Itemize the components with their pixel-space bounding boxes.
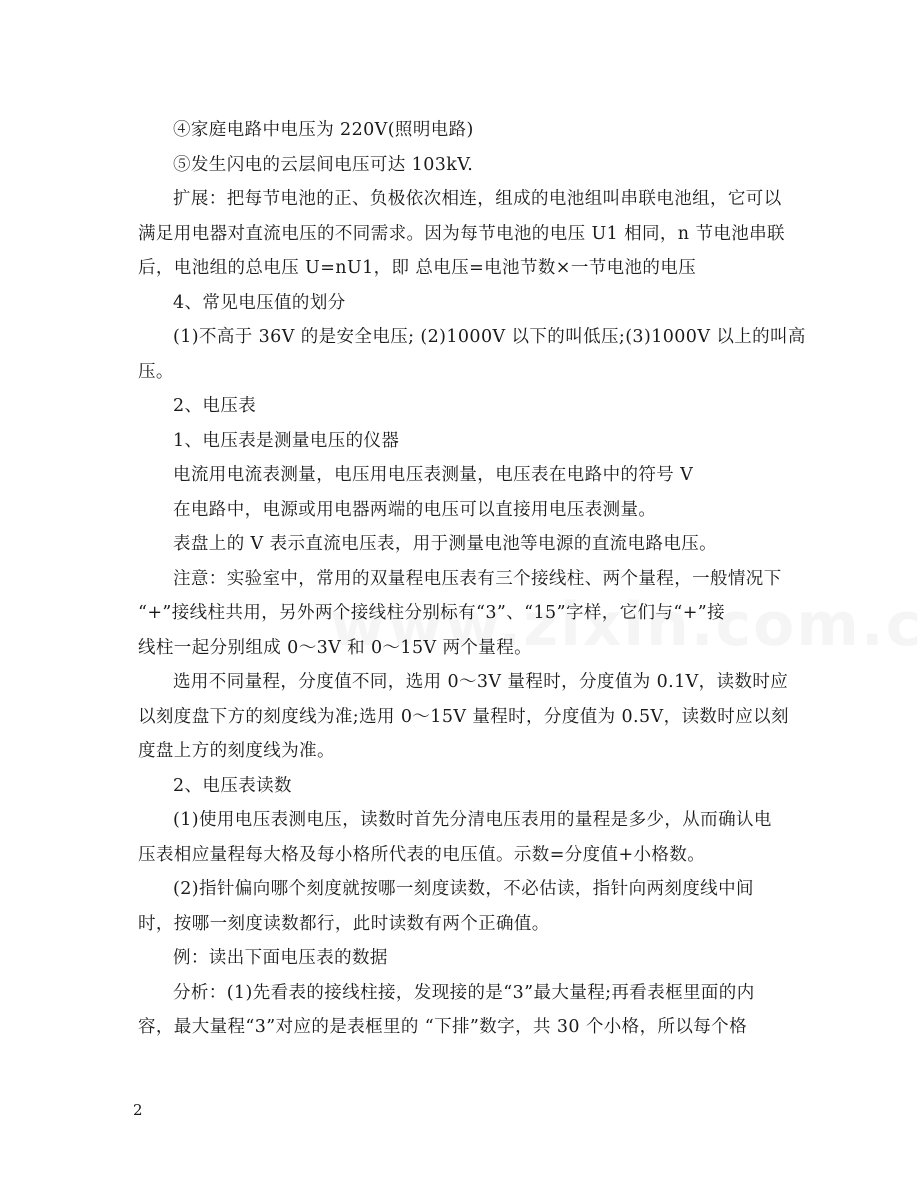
text-line: 注意：实验室中，常用的双量程电压表有三个接线柱、两个量程，一般情况下 — [173, 568, 782, 589]
section-heading: 2、电压表读数 — [173, 775, 292, 796]
document-body — [138, 113, 806, 1045]
text-line: 压表相应量程每大格及每小格所代表的电压值。示数=分度值+小格数。 — [138, 844, 706, 865]
page-number: 2 — [133, 1101, 143, 1119]
text-line: 电流用电流表测量，电压用电压表测量，电压表在电路中的符号 V — [173, 465, 694, 485]
text-line: (2)指针偏向哪个刻度就按哪一刻度读数，不必估读，指针向两刻度线中间 — [173, 879, 754, 899]
text-line: 压。 — [138, 361, 174, 382]
text-line: 以刻度盘下方的刻度线为准;选用 0～15V 量程时，分度值为 0.5V，读数时应以刻 — [138, 706, 789, 727]
text-line: 表盘上的 V 表示直流电压表，用于测量电池等电源的直流电路电压。 — [173, 534, 718, 554]
text-line: ④家庭电路中电压为 220V(照明电路) — [173, 120, 474, 140]
text-line: 扩展：把每节电池的正、负极依次相连，组成的电池组叫串联电池组，它可以 — [173, 189, 782, 209]
text-line: (1)不高于 36V 的是安全电压; (2)1000V 以下的叫低压;(3)1000V 以上的叫高 — [173, 327, 806, 347]
text-line: 分析：(1)先看表的接线柱接，发现接的是“3”最大量程;再看表框里面的内 — [173, 982, 755, 1003]
text-line: 度盘上方的刻度线为准。 — [138, 741, 335, 761]
example-heading: 例：读出下面电压表的数据 — [173, 948, 388, 968]
text-line: 容，最大量程“3”对应的是表框里的 “下排”数字，共 30 个小格，所以每个格 — [138, 1017, 747, 1037]
section-heading: 2、电压表 — [173, 396, 257, 416]
section-heading: 4、常见电压值的划分 — [173, 292, 346, 313]
text-line: ⑤发生闪电的云层间电压可达 103kV. — [173, 154, 474, 175]
section-heading: 1、电压表是测量电压的仪器 — [173, 430, 400, 451]
text-line: 满足用电器对直流电压的不同需求。因为每节电池的电压 U1 相同，n 节电池串联 — [138, 223, 785, 244]
text-line: “+”接线柱共用，另外两个接线柱分别标有“3”、“15”字样，它们与“+”接 — [138, 603, 725, 623]
text-line: 选用不同量程，分度值不同，选用 0～3V 量程时，分度值为 0.1V，读数时应 — [173, 672, 789, 692]
text-line: 后，电池组的总电压 U=nU1，即 总电压=电池节数×一节电池的电压 — [138, 258, 697, 278]
text-line: 在电路中，电源或用电器两端的电压可以直接用电压表测量。 — [173, 499, 657, 520]
text-line: (1)使用电压表测电压，读数时首先分清电压表用的量程是多少，从而确认电 — [173, 810, 772, 830]
text-line: 时，按哪一刻度读数都行，此时读数有两个正确值。 — [138, 913, 550, 934]
text-line: 线柱一起分别组成 0～3V 和 0～15V 两个量程。 — [138, 637, 532, 658]
